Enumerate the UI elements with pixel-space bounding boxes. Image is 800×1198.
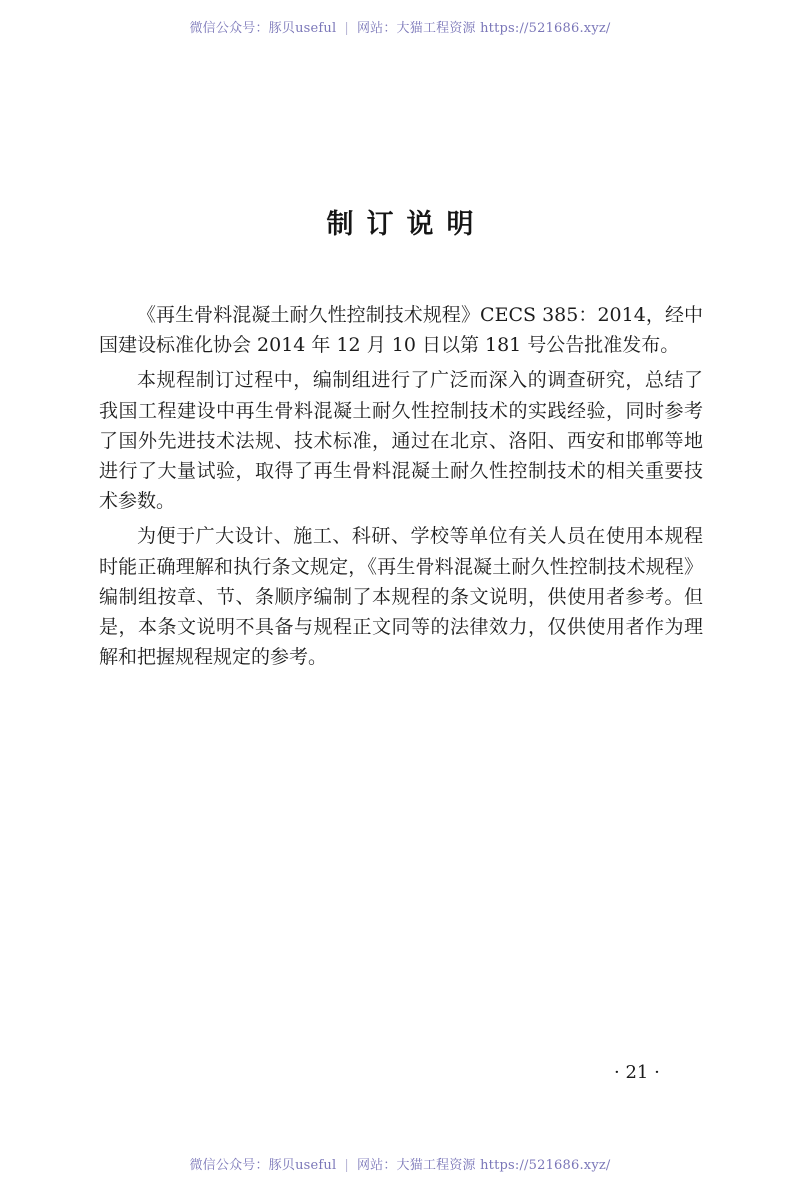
document-body bbox=[99, 300, 703, 677]
watermark-top bbox=[0, 17, 800, 36]
page-title: 制订说明 bbox=[326, 209, 487, 240]
paragraph-3: 为便于广大设计、施工、科研、学校等单位有关人员在使用本规程时能正确理解和执行条文规定，《再生骨料混凝土耐久性控制技术规程》编制组按章、节、条顺序编制了本规程的条文说明，供使用者参考。但是，本条文说明不具备与规程正文同等的法律效力，仅供使用者作为理解和把握规程规定的参考。 bbox=[99, 525, 703, 669]
page-number: · 21 · bbox=[614, 1062, 660, 1083]
watermark-top-right: 网站：大猫工程资源 https://521686.xyz/ bbox=[356, 21, 611, 36]
paragraph-1: 《再生骨料混凝土耐久性控制技术规程》CECS 385：2014，经中国建设标准化协会 2014 年 12 月 10 日以第 181 号公告批准发布。 bbox=[99, 304, 703, 357]
watermark-bottom bbox=[0, 1154, 800, 1173]
watermark-bottom-separator: | bbox=[344, 1158, 349, 1173]
paragraph-2: 本规程制订过程中，编制组进行了广泛而深入的调查研究，总结了我国工程建设中再生骨料混凝土耐久性控制技术的实践经验，同时参考了国外先进技术法规、技术标准，通过在北京、洛阳、西安和邯郸等地进行了大量试验，取得了再生骨料混凝土耐久性控制技术的相关重要技术参数。 bbox=[99, 369, 703, 513]
watermark-top-left: 微信公众号：豚贝useful bbox=[189, 21, 337, 36]
watermark-bottom-left: 微信公众号：豚贝useful bbox=[189, 1158, 337, 1173]
watermark-top-separator: | bbox=[344, 21, 349, 36]
watermark-bottom-right: 网站：大猫工程资源 https://521686.xyz/ bbox=[356, 1158, 611, 1173]
